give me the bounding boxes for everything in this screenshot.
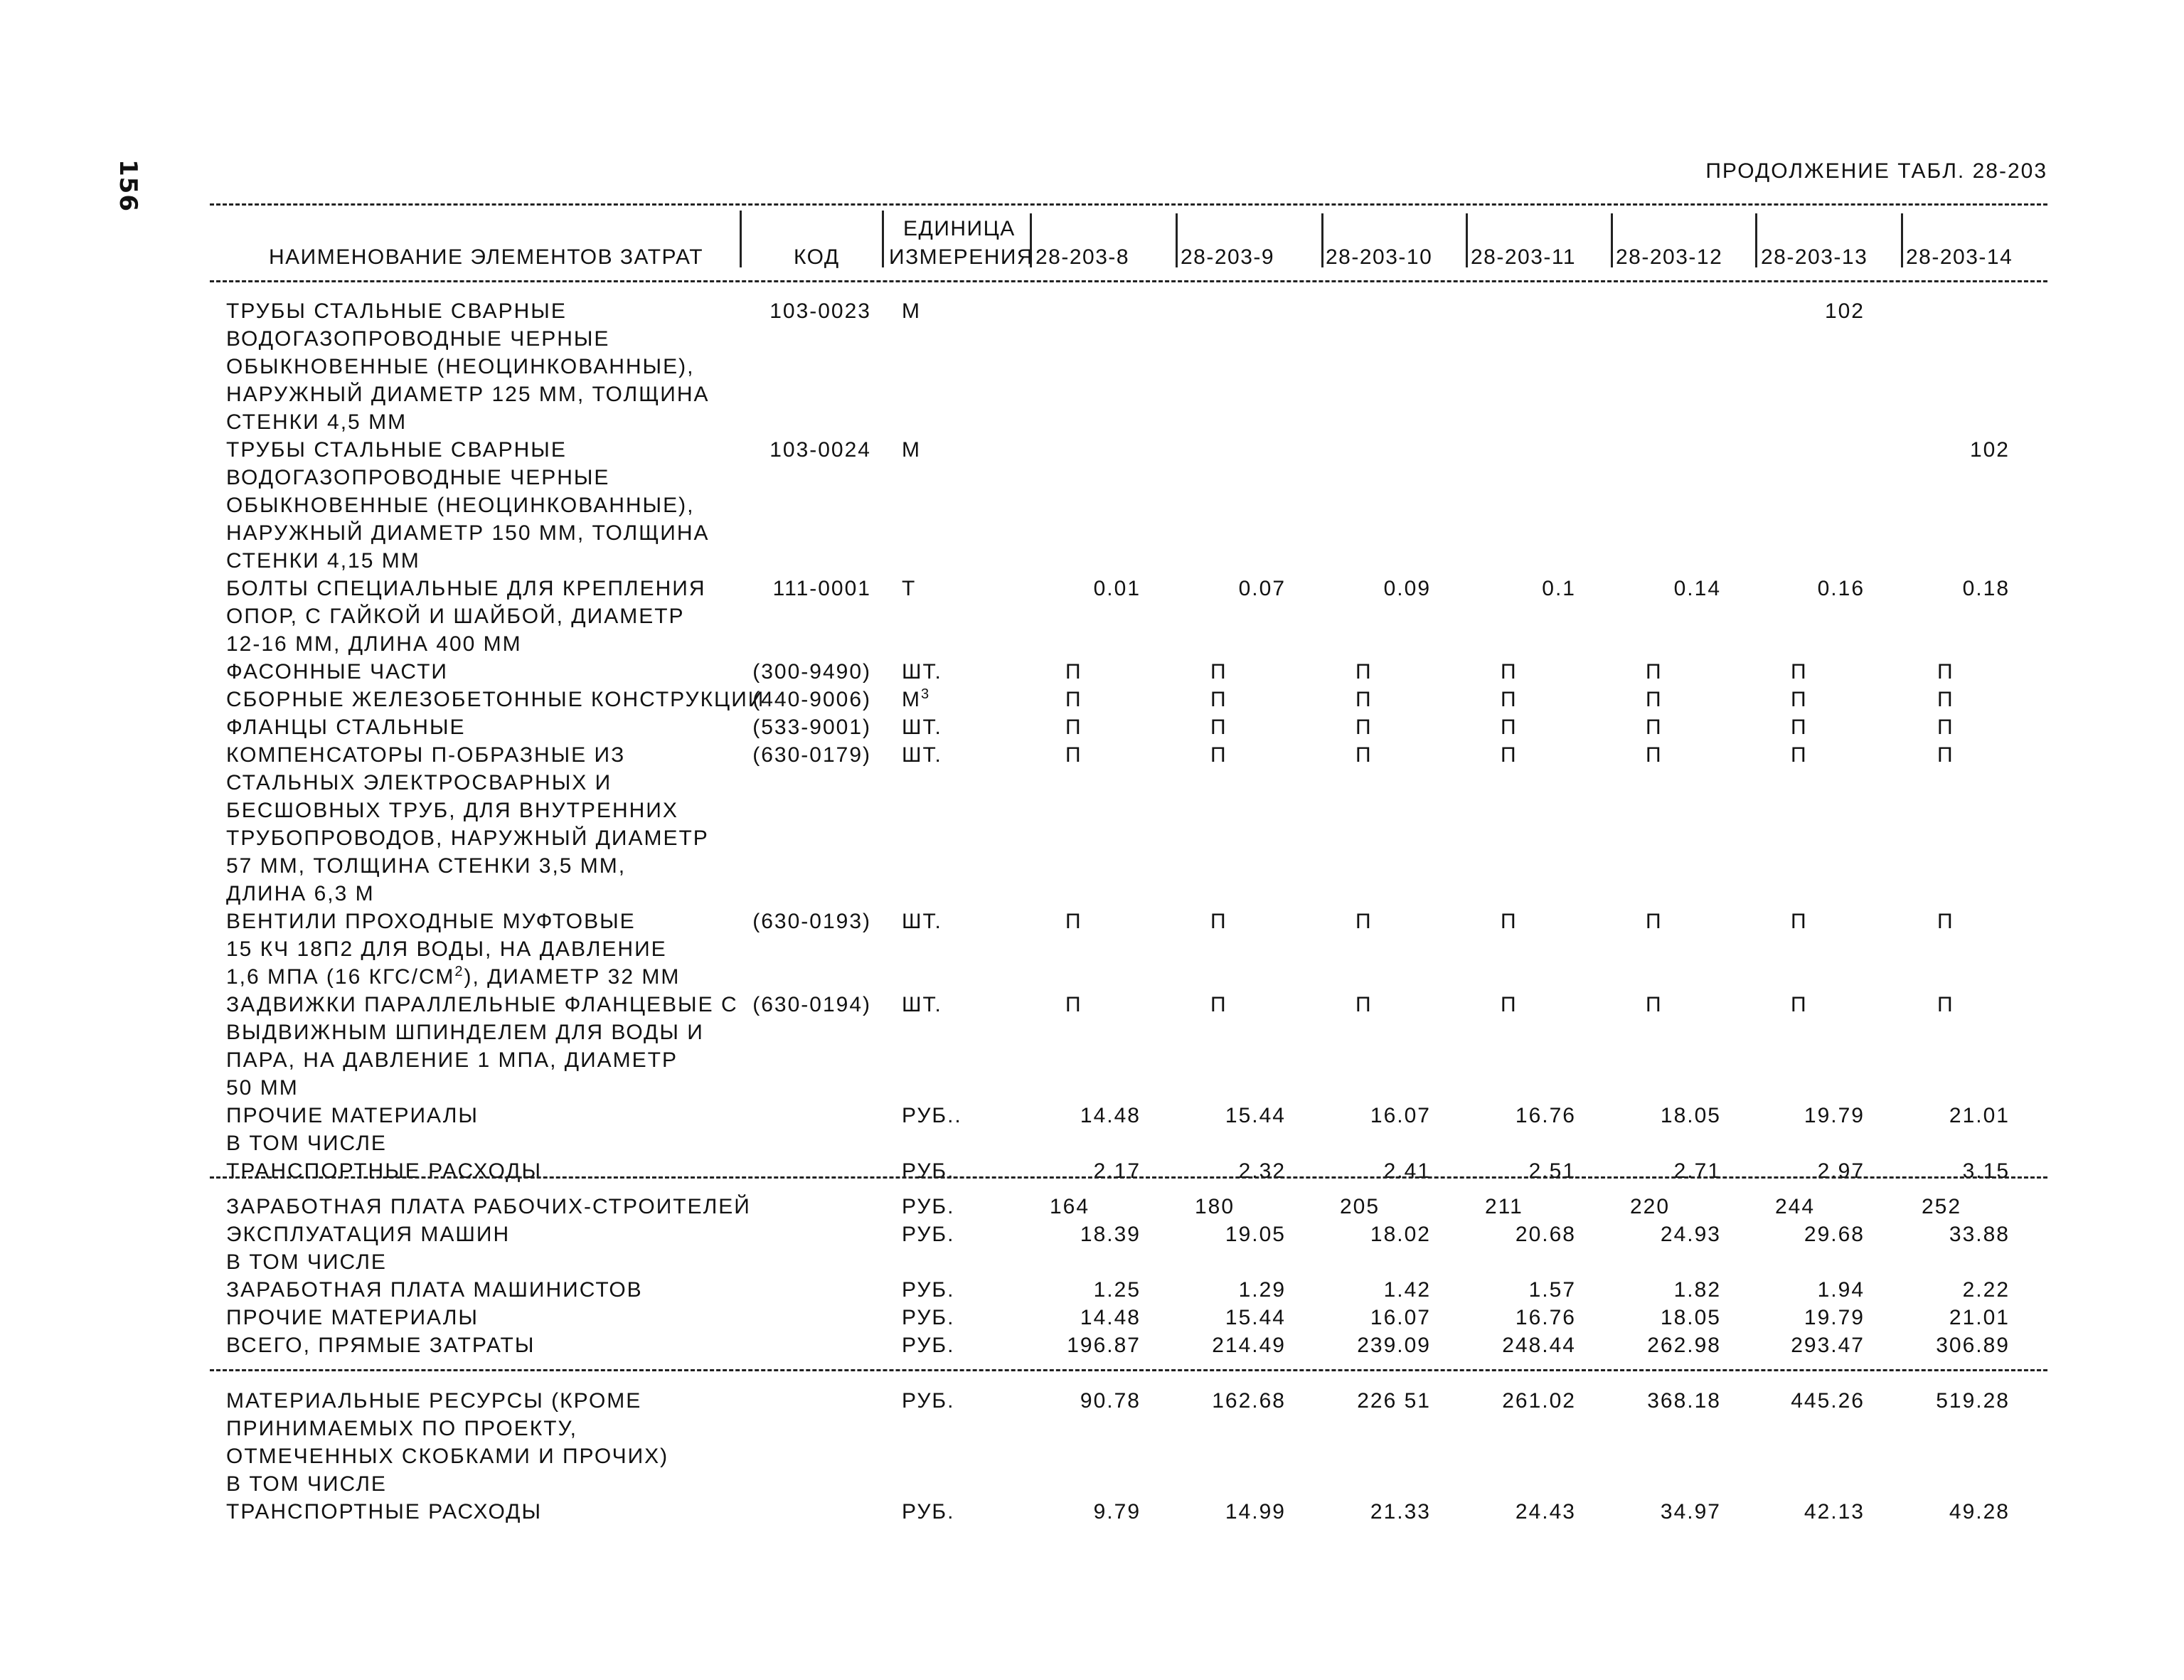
row-unit: М bbox=[902, 438, 921, 462]
row-value: П bbox=[1501, 910, 1518, 933]
row-unit: $М^3$ bbox=[902, 686, 931, 711]
row-name: ВСЕГО, ПРЯМЫЕ ЗАТРАТЫ bbox=[226, 1334, 536, 1357]
row-code: 111-0001 bbox=[772, 577, 871, 600]
row-value: П bbox=[1065, 688, 1082, 711]
row-unit: ШТ. bbox=[902, 716, 942, 739]
row-value: 164 bbox=[1050, 1195, 1090, 1218]
row-value: 2.51 bbox=[1528, 1159, 1576, 1183]
row-name: 1,6 МПА (16 КГС/$СМ^2$), ДИАМЕТР 32 ММ bbox=[226, 964, 681, 989]
row-value: 16.07 bbox=[1370, 1104, 1431, 1127]
row-value: П bbox=[1210, 743, 1227, 767]
row-value: 1.42 bbox=[1383, 1278, 1431, 1302]
row-value: П bbox=[1501, 660, 1518, 684]
row-unit: ШТ. bbox=[902, 993, 942, 1016]
row-value: П bbox=[1791, 743, 1808, 767]
row-name: В ТОМ ЧИСЛЕ bbox=[226, 1250, 387, 1274]
header-column: 28-203-8 bbox=[1035, 245, 1130, 269]
row-value: 16.07 bbox=[1370, 1306, 1431, 1329]
rule-header bbox=[210, 280, 2047, 282]
row-name: 50 ММ bbox=[226, 1076, 299, 1100]
row-value: 220 bbox=[1630, 1195, 1671, 1218]
row-value: П bbox=[1501, 716, 1518, 739]
row-unit: РУБ. bbox=[902, 1500, 955, 1524]
row-code: (440-9006) bbox=[752, 688, 871, 711]
row-value: 18.02 bbox=[1370, 1223, 1431, 1246]
row-name: 15 КЧ 18П2 ДЛЯ ВОДЫ, НА ДАВЛЕНИЕ bbox=[226, 937, 667, 961]
row-name: СТЕНКИ 4,15 ММ bbox=[226, 549, 420, 573]
row-value: П bbox=[1937, 910, 1954, 933]
row-value: 162.68 bbox=[1212, 1389, 1286, 1413]
row-name: В ТОМ ЧИСЛЕ bbox=[226, 1132, 387, 1155]
row-name: ПРОЧИЕ МАТЕРИАЛЫ bbox=[226, 1104, 479, 1127]
row-value: 24.43 bbox=[1515, 1500, 1576, 1524]
row-value: 19.79 bbox=[1804, 1306, 1865, 1329]
row-value: П bbox=[1065, 743, 1082, 767]
row-value: П bbox=[1065, 716, 1082, 739]
header-column: 28-203-12 bbox=[1616, 245, 1723, 269]
row-value: П bbox=[1210, 660, 1227, 684]
header-separator bbox=[882, 211, 884, 267]
row-value: 2.22 bbox=[1962, 1278, 2010, 1302]
row-value: 0.18 bbox=[1962, 577, 2010, 600]
superscript: 3 bbox=[921, 686, 931, 702]
header-column: 28-203-10 bbox=[1326, 245, 1433, 269]
row-value: 0.01 bbox=[1093, 577, 1141, 600]
row-name: СТЕНКИ 4,5 ММ bbox=[226, 410, 407, 434]
header-separator bbox=[1611, 213, 1613, 267]
row-value: П bbox=[1355, 660, 1373, 684]
row-name: 12-16 ММ, ДЛИНА 400 ММ bbox=[226, 632, 522, 656]
row-code: (630-0194) bbox=[752, 993, 871, 1016]
superscript: 2 bbox=[454, 964, 464, 979]
row-value: П bbox=[1791, 993, 1808, 1016]
row-value: 102 bbox=[1969, 438, 2010, 462]
row-name: ВЫДВИЖНЫМ ШПИНДЕЛЕМ ДЛЯ ВОДЫ И bbox=[226, 1021, 704, 1044]
row-value: П bbox=[1937, 993, 1954, 1016]
row-value: 180 bbox=[1195, 1195, 1235, 1218]
row-value: П bbox=[1501, 993, 1518, 1016]
row-value: 16.76 bbox=[1515, 1306, 1576, 1329]
header-name: НАИМЕНОВАНИЕ ЭЛЕМЕНТОВ ЗАТРАТ bbox=[269, 245, 704, 269]
row-value: 18.05 bbox=[1660, 1306, 1721, 1329]
row-value: П bbox=[1065, 910, 1082, 933]
row-value: 14.99 bbox=[1225, 1500, 1286, 1524]
page-number: 156 bbox=[114, 159, 142, 212]
row-value: 33.88 bbox=[1949, 1223, 2010, 1246]
row-value: 21.01 bbox=[1949, 1104, 2010, 1127]
row-name: ФАСОННЫЕ ЧАСТИ bbox=[226, 660, 448, 684]
row-name: ОТМЕЧЕННЫХ СКОБКАМИ И ПРОЧИХ) bbox=[226, 1445, 669, 1468]
row-value: 0.07 bbox=[1238, 577, 1286, 600]
row-name: НАРУЖНЫЙ ДИАМЕТР 150 ММ, ТОЛЩИНА bbox=[226, 521, 710, 545]
header-code: КОД bbox=[794, 245, 840, 269]
row-name: ЗАРАБОТНАЯ ПЛАТА МАШИНИСТОВ bbox=[226, 1278, 643, 1302]
header-separator bbox=[740, 211, 742, 267]
row-value: 214.49 bbox=[1212, 1334, 1286, 1357]
row-name: ТРАНСПОРТНЫЕ РАСХОДЫ bbox=[226, 1159, 543, 1183]
row-value: П bbox=[1937, 660, 1954, 684]
header-column: 28-203-11 bbox=[1471, 245, 1577, 269]
row-name: СБОРНЫЕ ЖЕЛЕЗОБЕТОННЫЕ КОНСТРУКЦИИ bbox=[226, 688, 765, 711]
header-unit-line1: ЕДИНИЦА bbox=[903, 217, 1016, 240]
row-value: 9.79 bbox=[1093, 1500, 1141, 1524]
row-value: П bbox=[1065, 660, 1082, 684]
row-value: 1.94 bbox=[1817, 1278, 1865, 1302]
row-value: П bbox=[1210, 910, 1227, 933]
row-value: 21.01 bbox=[1949, 1306, 2010, 1329]
row-name: СТАЛЬНЫХ ЭЛЕКТРОСВАРНЫХ И bbox=[226, 771, 612, 794]
row-value: П bbox=[1937, 688, 1954, 711]
row-name: ПАРА, НА ДАВЛЕНИЕ 1 МПА, ДИАМЕТР bbox=[226, 1048, 678, 1072]
row-value: П bbox=[1065, 993, 1082, 1016]
row-name: ВОДОГАЗОПРОВОДНЫЕ ЧЕРНЫЕ bbox=[226, 466, 610, 489]
row-value: 0.16 bbox=[1817, 577, 1865, 600]
row-value: П bbox=[1646, 993, 1663, 1016]
row-value: 261.02 bbox=[1502, 1389, 1576, 1413]
row-unit: РУБ. bbox=[902, 1195, 955, 1218]
row-value: П bbox=[1646, 910, 1663, 933]
row-value: 445.26 bbox=[1791, 1389, 1865, 1413]
header-separator bbox=[1176, 213, 1178, 267]
row-name: ФЛАНЦЫ СТАЛЬНЫЕ bbox=[226, 716, 466, 739]
row-value: 248.44 bbox=[1502, 1334, 1576, 1357]
row-name: ЭКСПЛУАТАЦИЯ МАШИН bbox=[226, 1223, 511, 1246]
row-value: 42.13 bbox=[1804, 1500, 1865, 1524]
row-code: (630-0193) bbox=[752, 910, 871, 933]
row-value: 306.89 bbox=[1936, 1334, 2010, 1357]
row-name: ТРУБОПРОВОДОВ, НАРУЖНЫЙ ДИАМЕТР bbox=[226, 826, 709, 850]
row-name: ОБЫКНОВЕННЫЕ (НЕОЦИНКОВАННЫЕ), bbox=[226, 355, 695, 378]
row-name: ОБЫКНОВЕННЫЕ (НЕОЦИНКОВАННЫЕ), bbox=[226, 494, 695, 517]
row-value: П bbox=[1646, 688, 1663, 711]
rule-section2 bbox=[210, 1369, 2047, 1371]
row-value: 15.44 bbox=[1225, 1306, 1286, 1329]
row-value: 519.28 bbox=[1936, 1389, 2010, 1413]
row-value: 15.44 bbox=[1225, 1104, 1286, 1127]
row-value: 2.32 bbox=[1238, 1159, 1286, 1183]
row-code: (300-9490) bbox=[752, 660, 871, 684]
row-name: ОПОР, С ГАЙКОЙ И ШАЙБОЙ, ДИАМЕТР bbox=[226, 605, 685, 628]
row-value: П bbox=[1501, 743, 1518, 767]
row-value: 14.48 bbox=[1080, 1104, 1141, 1127]
row-name: ТРАНСПОРТНЫЕ РАСХОДЫ bbox=[226, 1500, 543, 1524]
row-name: БЕСШОВНЫХ ТРУБ, ДЛЯ ВНУТРЕННИХ bbox=[226, 799, 678, 822]
row-unit: ШТ. bbox=[902, 660, 942, 684]
row-name: ТРУБЫ СТАЛЬНЫЕ СВАРНЫЕ bbox=[226, 438, 567, 462]
row-value: 102 bbox=[1824, 299, 1865, 323]
row-value: П bbox=[1355, 743, 1373, 767]
row-value: 2.97 bbox=[1817, 1159, 1865, 1183]
row-value: П bbox=[1355, 688, 1373, 711]
row-value: 18.05 bbox=[1660, 1104, 1721, 1127]
header-separator bbox=[1466, 213, 1468, 267]
row-value: П bbox=[1937, 716, 1954, 739]
row-value: 34.97 bbox=[1660, 1500, 1721, 1524]
table-caption: ПРОДОЛЖЕНИЕ ТАБЛ. 28-203 bbox=[1705, 159, 2047, 183]
row-name: ТРУБЫ СТАЛЬНЫЕ СВАРНЫЕ bbox=[226, 299, 567, 323]
row-value: 2.41 bbox=[1383, 1159, 1431, 1183]
row-value: П bbox=[1937, 743, 1954, 767]
row-value: 211 bbox=[1485, 1195, 1523, 1218]
row-value: 29.68 bbox=[1804, 1223, 1865, 1246]
row-name: НАРУЖНЫЙ ДИАМЕТР 125 ММ, ТОЛЩИНА bbox=[226, 383, 710, 406]
row-value: 252 bbox=[1922, 1195, 1962, 1218]
row-value: 24.93 bbox=[1660, 1223, 1721, 1246]
row-name: ПРИНИМАЕМЫХ ПО ПРОЕКТУ, bbox=[226, 1417, 577, 1440]
row-unit: Т bbox=[902, 577, 917, 600]
row-name: ВОДОГАЗОПРОВОДНЫЕ ЧЕРНЫЕ bbox=[226, 327, 610, 351]
row-unit: РУБ. bbox=[902, 1334, 955, 1357]
header-separator bbox=[1901, 213, 1903, 267]
row-unit: РУБ. bbox=[902, 1278, 955, 1302]
row-value: П bbox=[1210, 688, 1227, 711]
row-code: 103-0023 bbox=[769, 299, 871, 323]
row-value: 196.87 bbox=[1067, 1334, 1141, 1357]
row-value: 244 bbox=[1775, 1195, 1816, 1218]
row-value: 18.39 bbox=[1080, 1223, 1141, 1246]
row-value: П bbox=[1501, 688, 1518, 711]
row-value: 226 51 bbox=[1357, 1389, 1431, 1413]
row-value: 1.25 bbox=[1093, 1278, 1141, 1302]
row-unit: ШТ. bbox=[902, 910, 942, 933]
row-value: 205 bbox=[1340, 1195, 1380, 1218]
row-value: 0.14 bbox=[1673, 577, 1721, 600]
row-value: 239.09 bbox=[1357, 1334, 1431, 1357]
row-value: 2.17 bbox=[1093, 1159, 1141, 1183]
row-value: П bbox=[1210, 716, 1227, 739]
rule-top bbox=[210, 203, 2047, 206]
row-value: 14.48 bbox=[1080, 1306, 1141, 1329]
row-unit: М bbox=[902, 299, 921, 323]
row-name: 57 ММ, ТОЛЩИНА СТЕНКИ 3,5 ММ, bbox=[226, 854, 627, 878]
row-value: 262.98 bbox=[1647, 1334, 1721, 1357]
row-value: 293.47 bbox=[1791, 1334, 1865, 1357]
row-unit: РУБ.. bbox=[902, 1104, 962, 1127]
row-value: П bbox=[1646, 743, 1663, 767]
row-value: П bbox=[1355, 716, 1373, 739]
header-column: 28-203-13 bbox=[1761, 245, 1868, 269]
row-value: 1.57 bbox=[1528, 1278, 1576, 1302]
row-name: КОМПЕНСАТОРЫ П-ОБРАЗНЫЕ ИЗ bbox=[226, 743, 626, 767]
row-name: МАТЕРИАЛЬНЫЕ РЕСУРСЫ (КРОМЕ bbox=[226, 1389, 642, 1413]
row-value: П bbox=[1646, 716, 1663, 739]
header-column: 28-203-14 bbox=[1906, 245, 2013, 269]
row-value: П bbox=[1791, 910, 1808, 933]
row-name: ДЛИНА 6,3 М bbox=[226, 882, 375, 905]
row-unit: РУБ. bbox=[902, 1306, 955, 1329]
header-column: 28-203-9 bbox=[1181, 245, 1275, 269]
header-separator bbox=[1755, 213, 1757, 267]
row-name: ЗАДВИЖКИ ПАРАЛЛЕЛЬНЫЕ ФЛАНЦЕВЫЕ С bbox=[226, 993, 738, 1016]
row-unit: РУБ. bbox=[902, 1159, 955, 1183]
row-value: П bbox=[1210, 993, 1227, 1016]
row-value: 21.33 bbox=[1370, 1500, 1431, 1524]
row-value: П bbox=[1646, 660, 1663, 684]
row-value: 368.18 bbox=[1647, 1389, 1721, 1413]
row-code: 103-0024 bbox=[769, 438, 871, 462]
row-value: П bbox=[1791, 716, 1808, 739]
row-value: 3.15 bbox=[1962, 1159, 2010, 1183]
rule-section1 bbox=[210, 1176, 2047, 1179]
row-value: 20.68 bbox=[1515, 1223, 1576, 1246]
row-value: П bbox=[1355, 910, 1373, 933]
row-name: ВЕНТИЛИ ПРОХОДНЫЕ МУФТОВЫЕ bbox=[226, 910, 636, 933]
row-value: 1.82 bbox=[1673, 1278, 1721, 1302]
row-value: 1.29 bbox=[1238, 1278, 1286, 1302]
row-value: 19.79 bbox=[1804, 1104, 1865, 1127]
header-unit-line2: ИЗМЕРЕНИЯ bbox=[889, 245, 1034, 269]
row-name: БОЛТЫ СПЕЦИАЛЬНЫЕ ДЛЯ КРЕПЛЕНИЯ bbox=[226, 577, 706, 600]
row-value: 90.78 bbox=[1080, 1389, 1141, 1413]
row-value: П bbox=[1791, 660, 1808, 684]
row-unit: РУБ. bbox=[902, 1223, 955, 1246]
row-value: 0.1 bbox=[1542, 577, 1576, 600]
row-value: 49.28 bbox=[1949, 1500, 2010, 1524]
row-code: (533-9001) bbox=[752, 716, 871, 739]
row-value: 16.76 bbox=[1515, 1104, 1576, 1127]
row-name: ЗАРАБОТНАЯ ПЛАТА РАБОЧИХ-СТРОИТЕЛЕЙ bbox=[226, 1195, 751, 1218]
row-value: 0.09 bbox=[1383, 577, 1431, 600]
row-value: П bbox=[1791, 688, 1808, 711]
row-value: П bbox=[1355, 993, 1373, 1016]
row-name: ПРОЧИЕ МАТЕРИАЛЫ bbox=[226, 1306, 479, 1329]
row-unit: ШТ. bbox=[902, 743, 942, 767]
row-value: 2.71 bbox=[1673, 1159, 1721, 1183]
row-value: 19.05 bbox=[1225, 1223, 1286, 1246]
row-name: В ТОМ ЧИСЛЕ bbox=[226, 1472, 387, 1496]
row-code: (630-0179) bbox=[752, 743, 871, 767]
row-unit: РУБ. bbox=[902, 1389, 955, 1413]
header-separator bbox=[1321, 213, 1323, 267]
